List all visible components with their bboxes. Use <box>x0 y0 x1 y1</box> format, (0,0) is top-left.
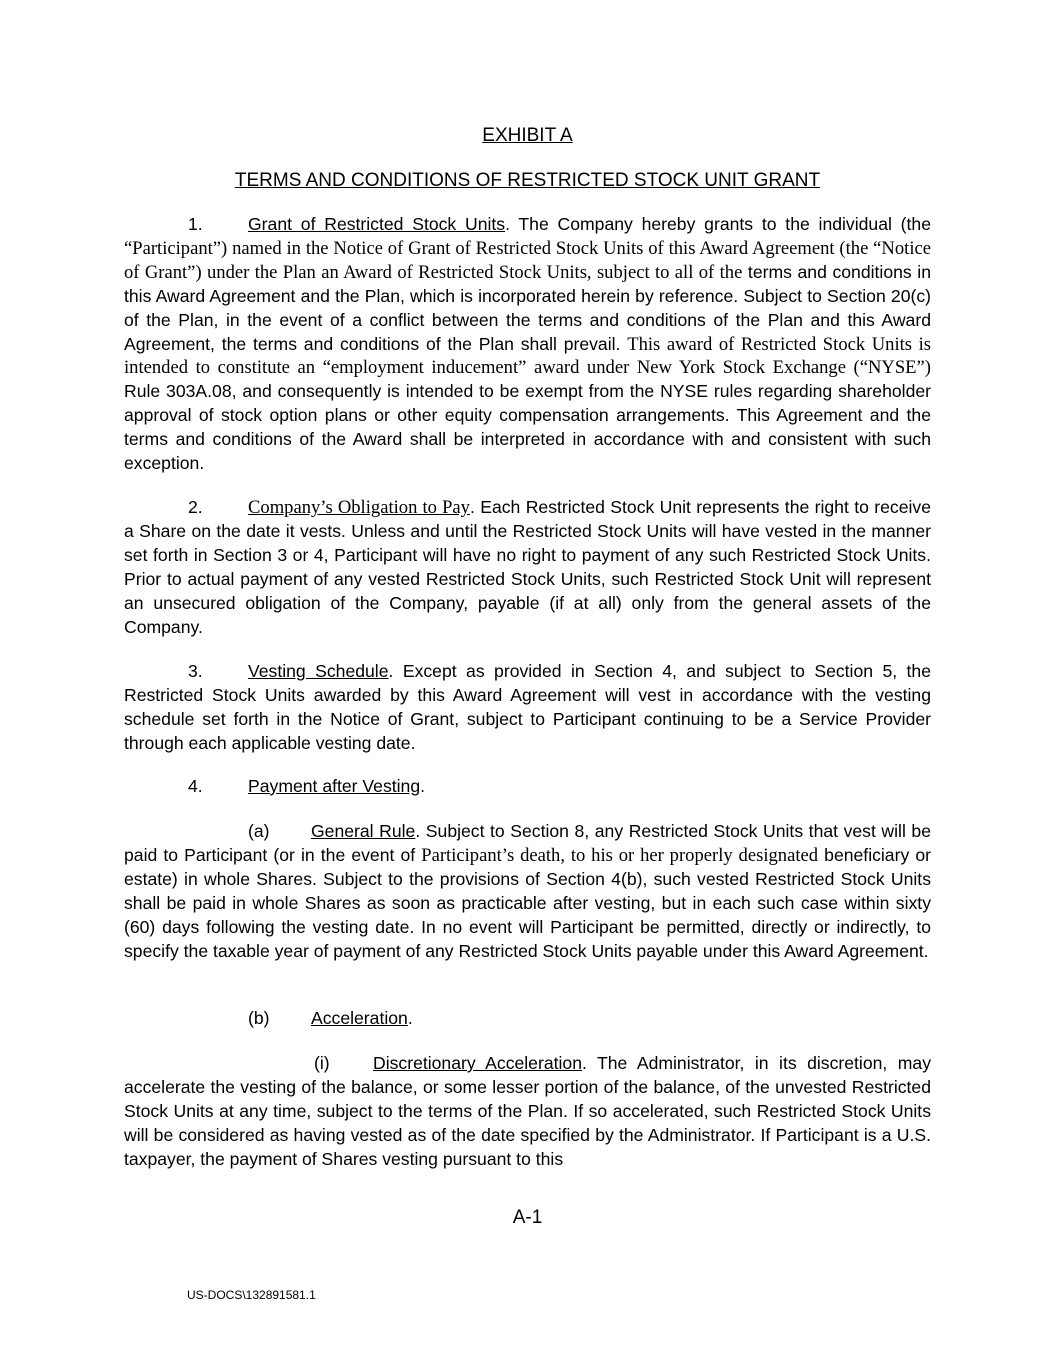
section-heading: Vesting Schedule <box>248 661 389 681</box>
subsection-number: (i) <box>314 1053 330 1073</box>
document-id: US-DOCS\132891581.1 <box>187 1288 316 1302</box>
page-number: A-1 <box>512 1207 543 1228</box>
section-text: “Participant”) named in the Notice of Grant of Restricted Stock Units of this Award Agreement (the “Notice of Grant”) under the Plan an Award of Restricted Stock Units, subject to all of the <box>124 237 931 283</box>
subsection-text: Participant’s death, to his or her properly designated <box>421 844 819 866</box>
section-heading: Payment after Vesting <box>248 776 421 796</box>
subsection-heading: Acceleration <box>311 1008 408 1028</box>
subsection-number: (a) <box>248 821 270 841</box>
section-number: 3. <box>188 661 203 681</box>
section-number: 2. <box>188 497 203 517</box>
subsection-heading: General Rule <box>311 821 416 841</box>
section-text: . Each Restricted Stock Unit represents the right to receive a Share on the date it vests. Unless and until the Restricted Stock Units will have vested in the manner set forth in Section 3 or 4, Participant will have no right to payment of any such Restricted Stock Units. Prior to actual payment of any vested Restricted Stock Units, such Restricted Stock Unit will represent an unsecured obligation of the Company, payable (if at all) only from the general assets of the Company. <box>124 497 931 637</box>
subsection-text: . <box>407 1008 413 1028</box>
section-4a-paragraph <box>124 820 931 963</box>
section-4-paragraph <box>124 775 931 799</box>
section-text: . The Company hereby grants to the individual (the <box>505 214 931 234</box>
section-4b-paragraph <box>124 1007 931 1031</box>
section-1-paragraph <box>124 213 931 476</box>
section-heading: Company’s Obligation to Pay <box>248 497 470 518</box>
section-text: . Except as provided in Section 4, and subject to Section 5, the Restricted Stock Units awarded by this Award Agreement will vest in accordance with the vesting schedule set forth in the Notice of Grant, subject to Participant continuing to be a Service Provider through each applicable vesting date. <box>124 661 932 753</box>
exhibit-title: EXHIBIT A <box>482 125 573 146</box>
section-text: . <box>420 776 426 796</box>
section-number: 1. <box>188 214 203 234</box>
terms-title: TERMS AND CONDITIONS OF RESTRICTED STOCK UNIT GRANT <box>234 170 821 191</box>
subsection-text: beneficiary or estate) in whole Shares. Subject to the provisions of Section 4(b), such vested Restricted Stock Units shall be paid in whole Shares as soon as practicable after vesting, but in each such case within sixty (60) days following the vesting date. In no event will Participant be permitted, directly or indirectly, to specify the taxable year of payment of any Restricted Stock Units payable under this Award Agreement. <box>124 844 931 961</box>
subsection-text: . The Administrator, in its discretion, may accelerate the vesting of the balance, or some lesser portion of the balance, of the unvested Restricted Stock Units at any time, subject to the terms of the Plan. If so accelerated, such Restricted Stock Units will be considered as having vested as of the date specified by the Administrator. If Participant is a U.S. taxpayer, the payment of Shares vesting pursuant to this <box>124 1053 931 1169</box>
subsection-number: (b) <box>248 1008 270 1028</box>
section-4bi-paragraph <box>124 1052 931 1172</box>
subsection-heading: Discretionary Acceleration <box>373 1053 582 1073</box>
section-heading: Grant of Restricted Stock Units <box>248 214 506 234</box>
section-number: 4. <box>188 776 203 796</box>
section-text: terms and conditions in this Award Agreement and the Plan, which is incorporated herein by reference. Subject to Section 20(c) of the Plan, in the event of a conflict between the terms and conditions of the Plan and this Award Agreement, the terms and conditions of the Plan shall prevail. <box>124 261 931 354</box>
section-3-paragraph <box>124 660 931 756</box>
document-page <box>124 0 931 1365</box>
section-2-paragraph <box>124 496 931 639</box>
subsection-text: . Subject to Section 8, any Restricted Stock Units that vest will be paid to Participant (or in the event of <box>124 821 931 865</box>
section-text: This award of Restricted Stock Units is intended to constitute an “employment inducement” award under New York Stock Exchange (“NYSE”) <box>124 333 931 379</box>
section-text: Rule 303A.08, and consequently is intended to be exempt from the NYSE rules regarding shareholder approval of stock option plans or other equity compensation arrangements. This Agreement and the terms and conditions of the Award shall be interpreted in accordance with and consistent with such exception. <box>124 381 931 474</box>
